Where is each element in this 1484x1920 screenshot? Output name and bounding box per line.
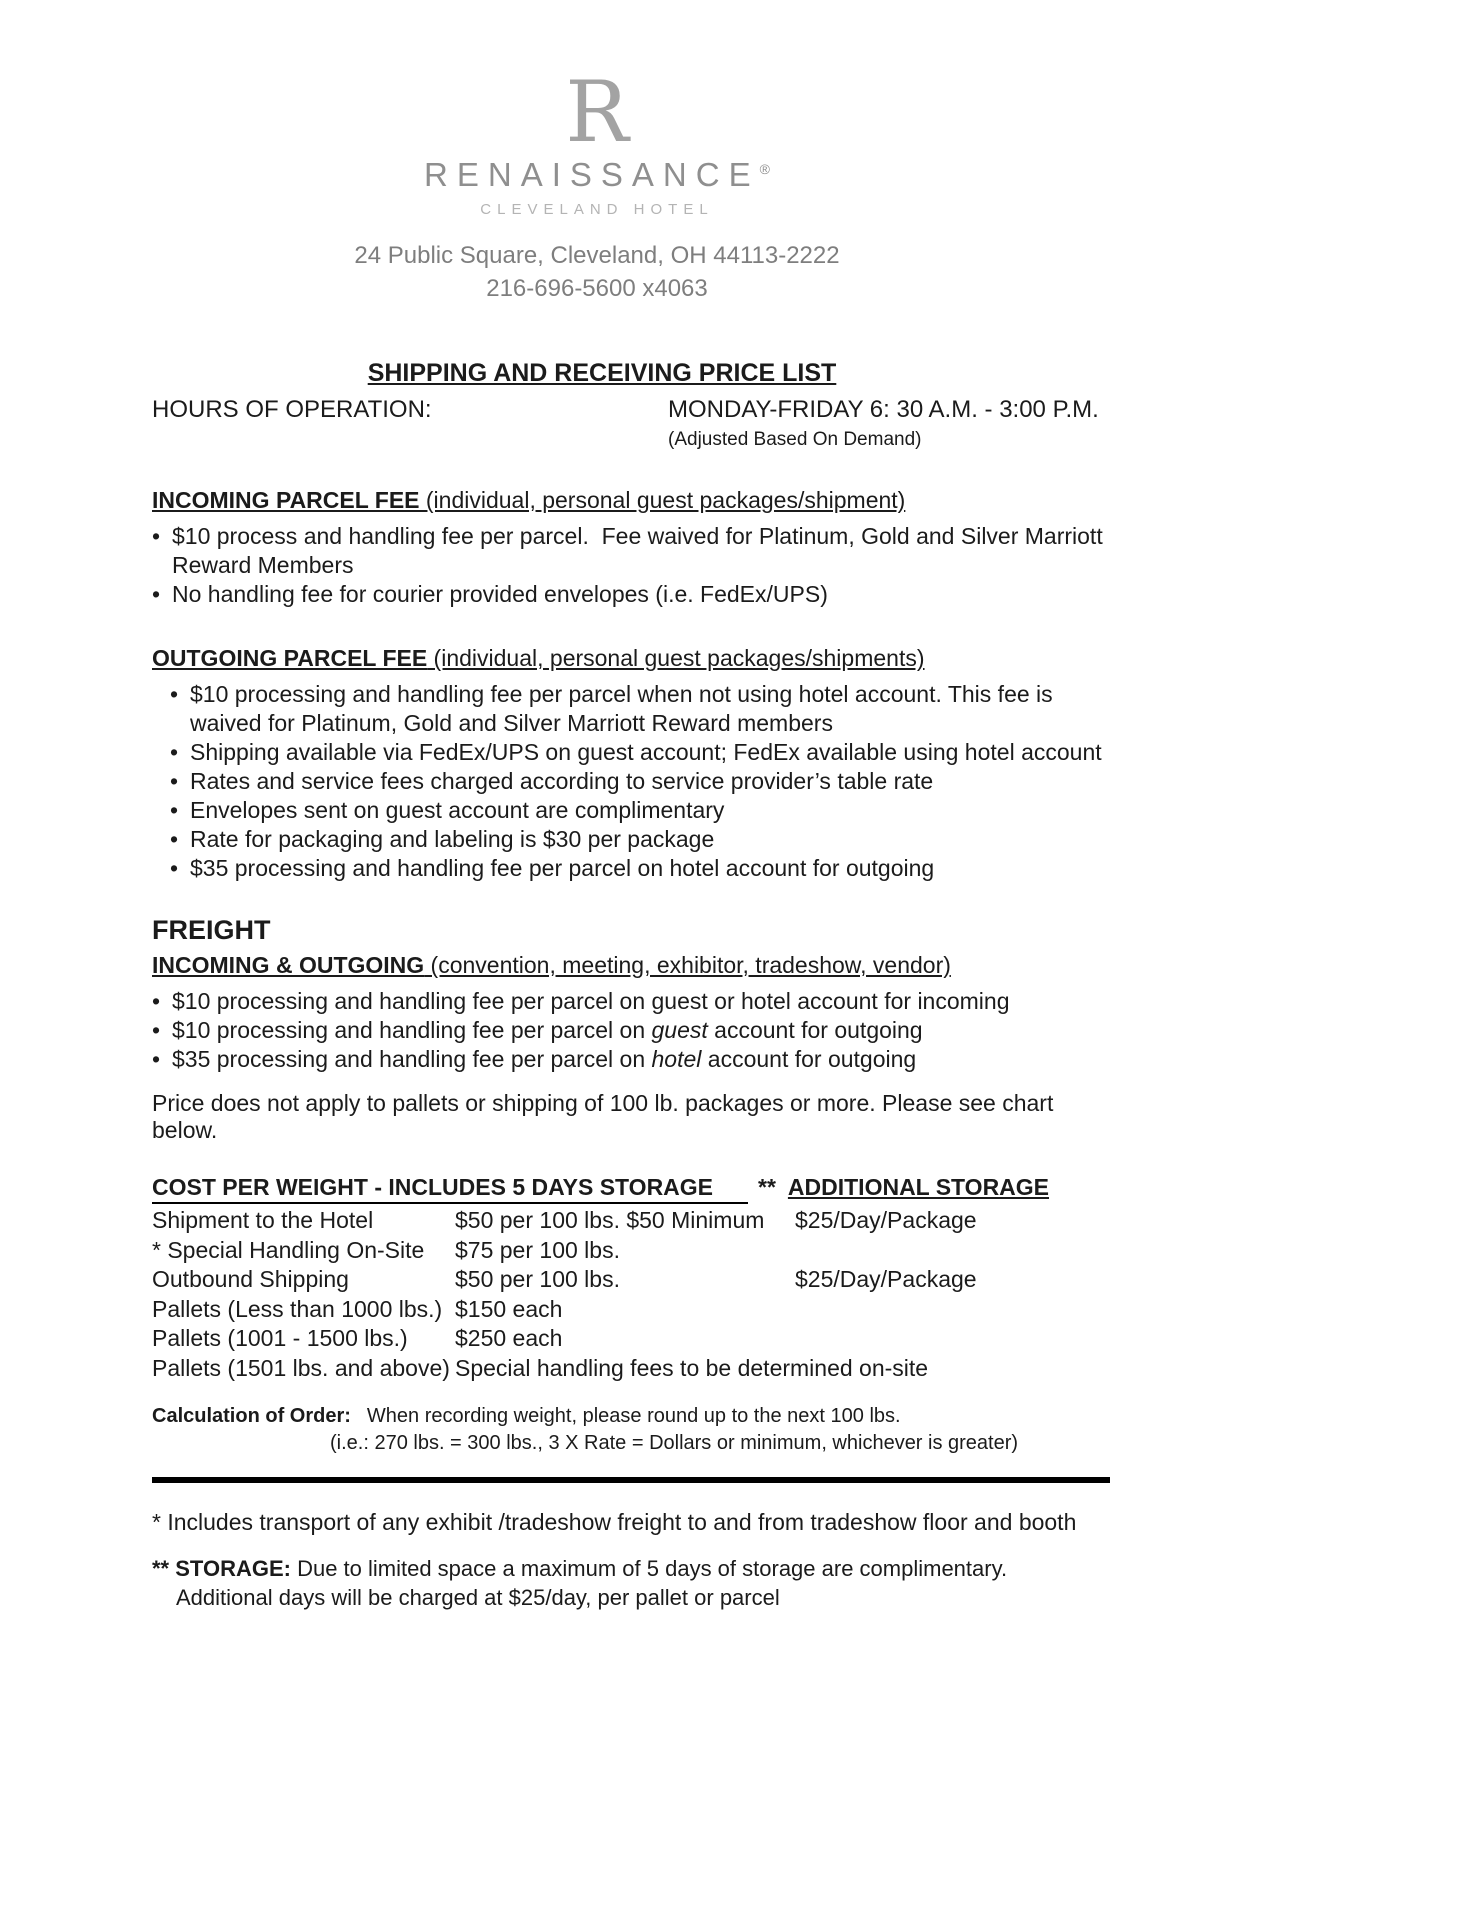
table-cell-storage: [795, 1295, 1110, 1325]
table-cell-price: $75 per 100 lbs.: [455, 1236, 620, 1263]
list-item: [170, 854, 1110, 883]
table-cell-item: Shipment to the Hotel: [152, 1207, 374, 1233]
list-item-text: $10 processing and handling fee per parcel when not using hotel account. This fee is waived for Platinum, Gold and Silver Marriott Reward members: [190, 681, 1060, 736]
list-item-text: Rate for packaging and labeling is $30 per package: [190, 826, 715, 852]
outgoing-parcel-heading: [152, 645, 1110, 672]
list-item: [170, 680, 1110, 738]
list-item-text: Shipping available via FedEx/UPS on guest account; FedEx available using hotel account: [190, 739, 1102, 765]
heading-qualifier: (individual, personal guest packages/shipment): [419, 487, 906, 513]
cost-table-header-left: COST PER WEIGHT - INCLUDES 5 DAYS STORAGE: [152, 1174, 748, 1204]
bullet-icon: [170, 854, 190, 883]
brand-text: RENAISSANCE: [424, 156, 760, 193]
heading-bold: INCOMING & OUTGOING: [152, 952, 425, 978]
cost-table: [152, 1206, 1110, 1383]
document-page: [152, 0, 1110, 1612]
bullet-icon: [152, 987, 172, 1016]
divider-rule: [152, 1477, 1110, 1483]
hotel-address: 24 Public Square, Cleveland, OH 44113-2222: [354, 242, 840, 269]
hours-label: HOURS OF OPERATION:: [152, 396, 432, 423]
hotel-logo: R: [565, 63, 629, 161]
text-part-italic: hotel: [651, 1046, 702, 1072]
text-part: account for outgoing: [707, 1017, 923, 1043]
list-item: [152, 522, 1110, 580]
calculation-note: [152, 1405, 1110, 1455]
calculation-label: Calculation of Order:: [152, 1405, 351, 1427]
hours-note: (Adjusted Based On Demand): [668, 429, 922, 450]
bullet-icon: [152, 580, 172, 609]
table-cell-item: Pallets (1001 - 1500 lbs.): [152, 1325, 408, 1351]
table-cell-price: $250 each: [455, 1325, 563, 1351]
bullet-icon: [170, 796, 190, 825]
list-item: [170, 767, 1110, 796]
list-item: [170, 825, 1110, 854]
list-item-text: $35 processing and handling fee per parcel on hotel account for outgoing: [190, 855, 935, 881]
heading-qualifier: (individual, personal guest packages/shipments): [427, 645, 925, 671]
table-cell-price: $50 per 100 lbs.: [455, 1266, 620, 1292]
letterhead: [152, 63, 1042, 303]
heading-bold: OUTGOING PARCEL FEE: [152, 645, 428, 671]
incoming-parcel-list: [152, 522, 1110, 609]
list-item-text: [172, 1045, 916, 1074]
table-cell-item: Outbound Shipping: [152, 1266, 349, 1292]
calculation-example: (i.e.: 270 lbs. = 300 lbs., 3 X Rate = Dollars or minimum, whichever is greater): [330, 1432, 1019, 1454]
table-cell-storage: [795, 1236, 1110, 1266]
calculation-text: When recording weight, please round up to the next 100 lbs.: [366, 1405, 901, 1427]
hotel-phone: 216-696-5600 x4063: [486, 275, 708, 302]
table-cell-price: $150 each: [455, 1295, 563, 1322]
bullet-icon: [170, 738, 190, 767]
list-item-text: $10 process and handling fee per parcel. Fee waived for Platinum, Gold and Silver Marriott Reward Members: [172, 523, 1110, 578]
freight-list: [152, 987, 1110, 1074]
heading-bold: INCOMING PARCEL FEE: [152, 487, 420, 513]
text-part: $10 processing and handling fee per parcel on: [172, 1017, 652, 1043]
freight-subheading: [152, 952, 1110, 979]
list-item: [152, 1016, 1110, 1045]
table-cell-price: $50 per 100 lbs. $50 Minimum: [455, 1207, 765, 1233]
footnote-single-star: * Includes transport of any exhibit /tradeshow freight to and from tradeshow floor and booth: [152, 1509, 1077, 1535]
registered-mark: ®: [759, 161, 770, 177]
table-cell-storage: [795, 1324, 1110, 1354]
outgoing-parcel-list: [152, 680, 1110, 883]
table-cell-storage: $25/Day/Package: [795, 1207, 977, 1233]
table-cell-item: Pallets (Less than 1000 lbs.): [152, 1295, 443, 1322]
footnote-double-star: [152, 1554, 1110, 1612]
bullet-icon: [170, 680, 190, 738]
incoming-parcel-heading: [152, 487, 1110, 514]
text-part-italic: guest: [651, 1017, 708, 1043]
list-item-text: No handling fee for courier provided envelopes (i.e. FedEx/UPS): [172, 581, 828, 607]
cost-table-header: [152, 1174, 1110, 1204]
list-item-text: [172, 1016, 923, 1045]
freight-heading: FREIGHT: [152, 915, 271, 945]
hours-of-operation: [152, 396, 1110, 451]
cost-table-header-right: ADDITIONAL STORAGE: [787, 1174, 1050, 1200]
heading-qualifier: (convention, meeting, exhibitor, tradeshow, vendor): [424, 952, 951, 978]
bullet-icon: [170, 767, 190, 796]
footnote-text: Due to limited space a maximum of 5 days of storage are complimentary. Additional days will be charged at $25/day, per pallet or parcel: [176, 1556, 1019, 1610]
list-item: [152, 987, 1110, 1016]
list-item-text: Rates and service fees charged according to service provider’s table rate: [190, 768, 934, 794]
bullet-icon: [152, 1045, 172, 1074]
page-title: SHIPPING AND RECEIVING PRICE LIST: [367, 359, 837, 387]
list-item: [170, 738, 1110, 767]
pallet-note: Price does not apply to pallets or shipping of 100 lb. packages or more. Please see chart below.: [152, 1090, 1054, 1143]
hours-value: MONDAY-FRIDAY 6: 30 A.M. - 3:00 P.M.: [668, 396, 1099, 423]
list-item-text: [172, 987, 1010, 1016]
hours-value-block: [668, 396, 1099, 451]
table-cell-item: * Special Handling On-Site: [152, 1236, 425, 1263]
double-star-marker: **: [758, 1174, 776, 1200]
text-part: $35 processing and handling fee per parcel on: [172, 1046, 652, 1072]
bullet-icon: [152, 522, 172, 580]
list-item: [152, 1045, 1110, 1074]
table-cell-item: Pallets (1501 lbs. and above): [152, 1354, 450, 1381]
list-item: [170, 796, 1110, 825]
text-part: $10 processing and handling fee per parcel on guest or hotel account for incoming: [172, 988, 1010, 1014]
brand-name: [152, 156, 1042, 194]
table-cell-price: Special handling fees to be determined on-site: [455, 1354, 929, 1381]
list-item-text: Envelopes sent on guest account are complimentary: [190, 797, 725, 823]
bullet-icon: [152, 1016, 172, 1045]
table-cell-storage: $25/Day/Package: [795, 1266, 977, 1292]
text-part: account for outgoing: [701, 1046, 917, 1072]
list-item: [152, 580, 1110, 609]
brand-subtitle: CLEVELAND HOTEL: [480, 201, 714, 218]
footnote-label: ** STORAGE:: [152, 1556, 291, 1581]
bullet-icon: [170, 825, 190, 854]
